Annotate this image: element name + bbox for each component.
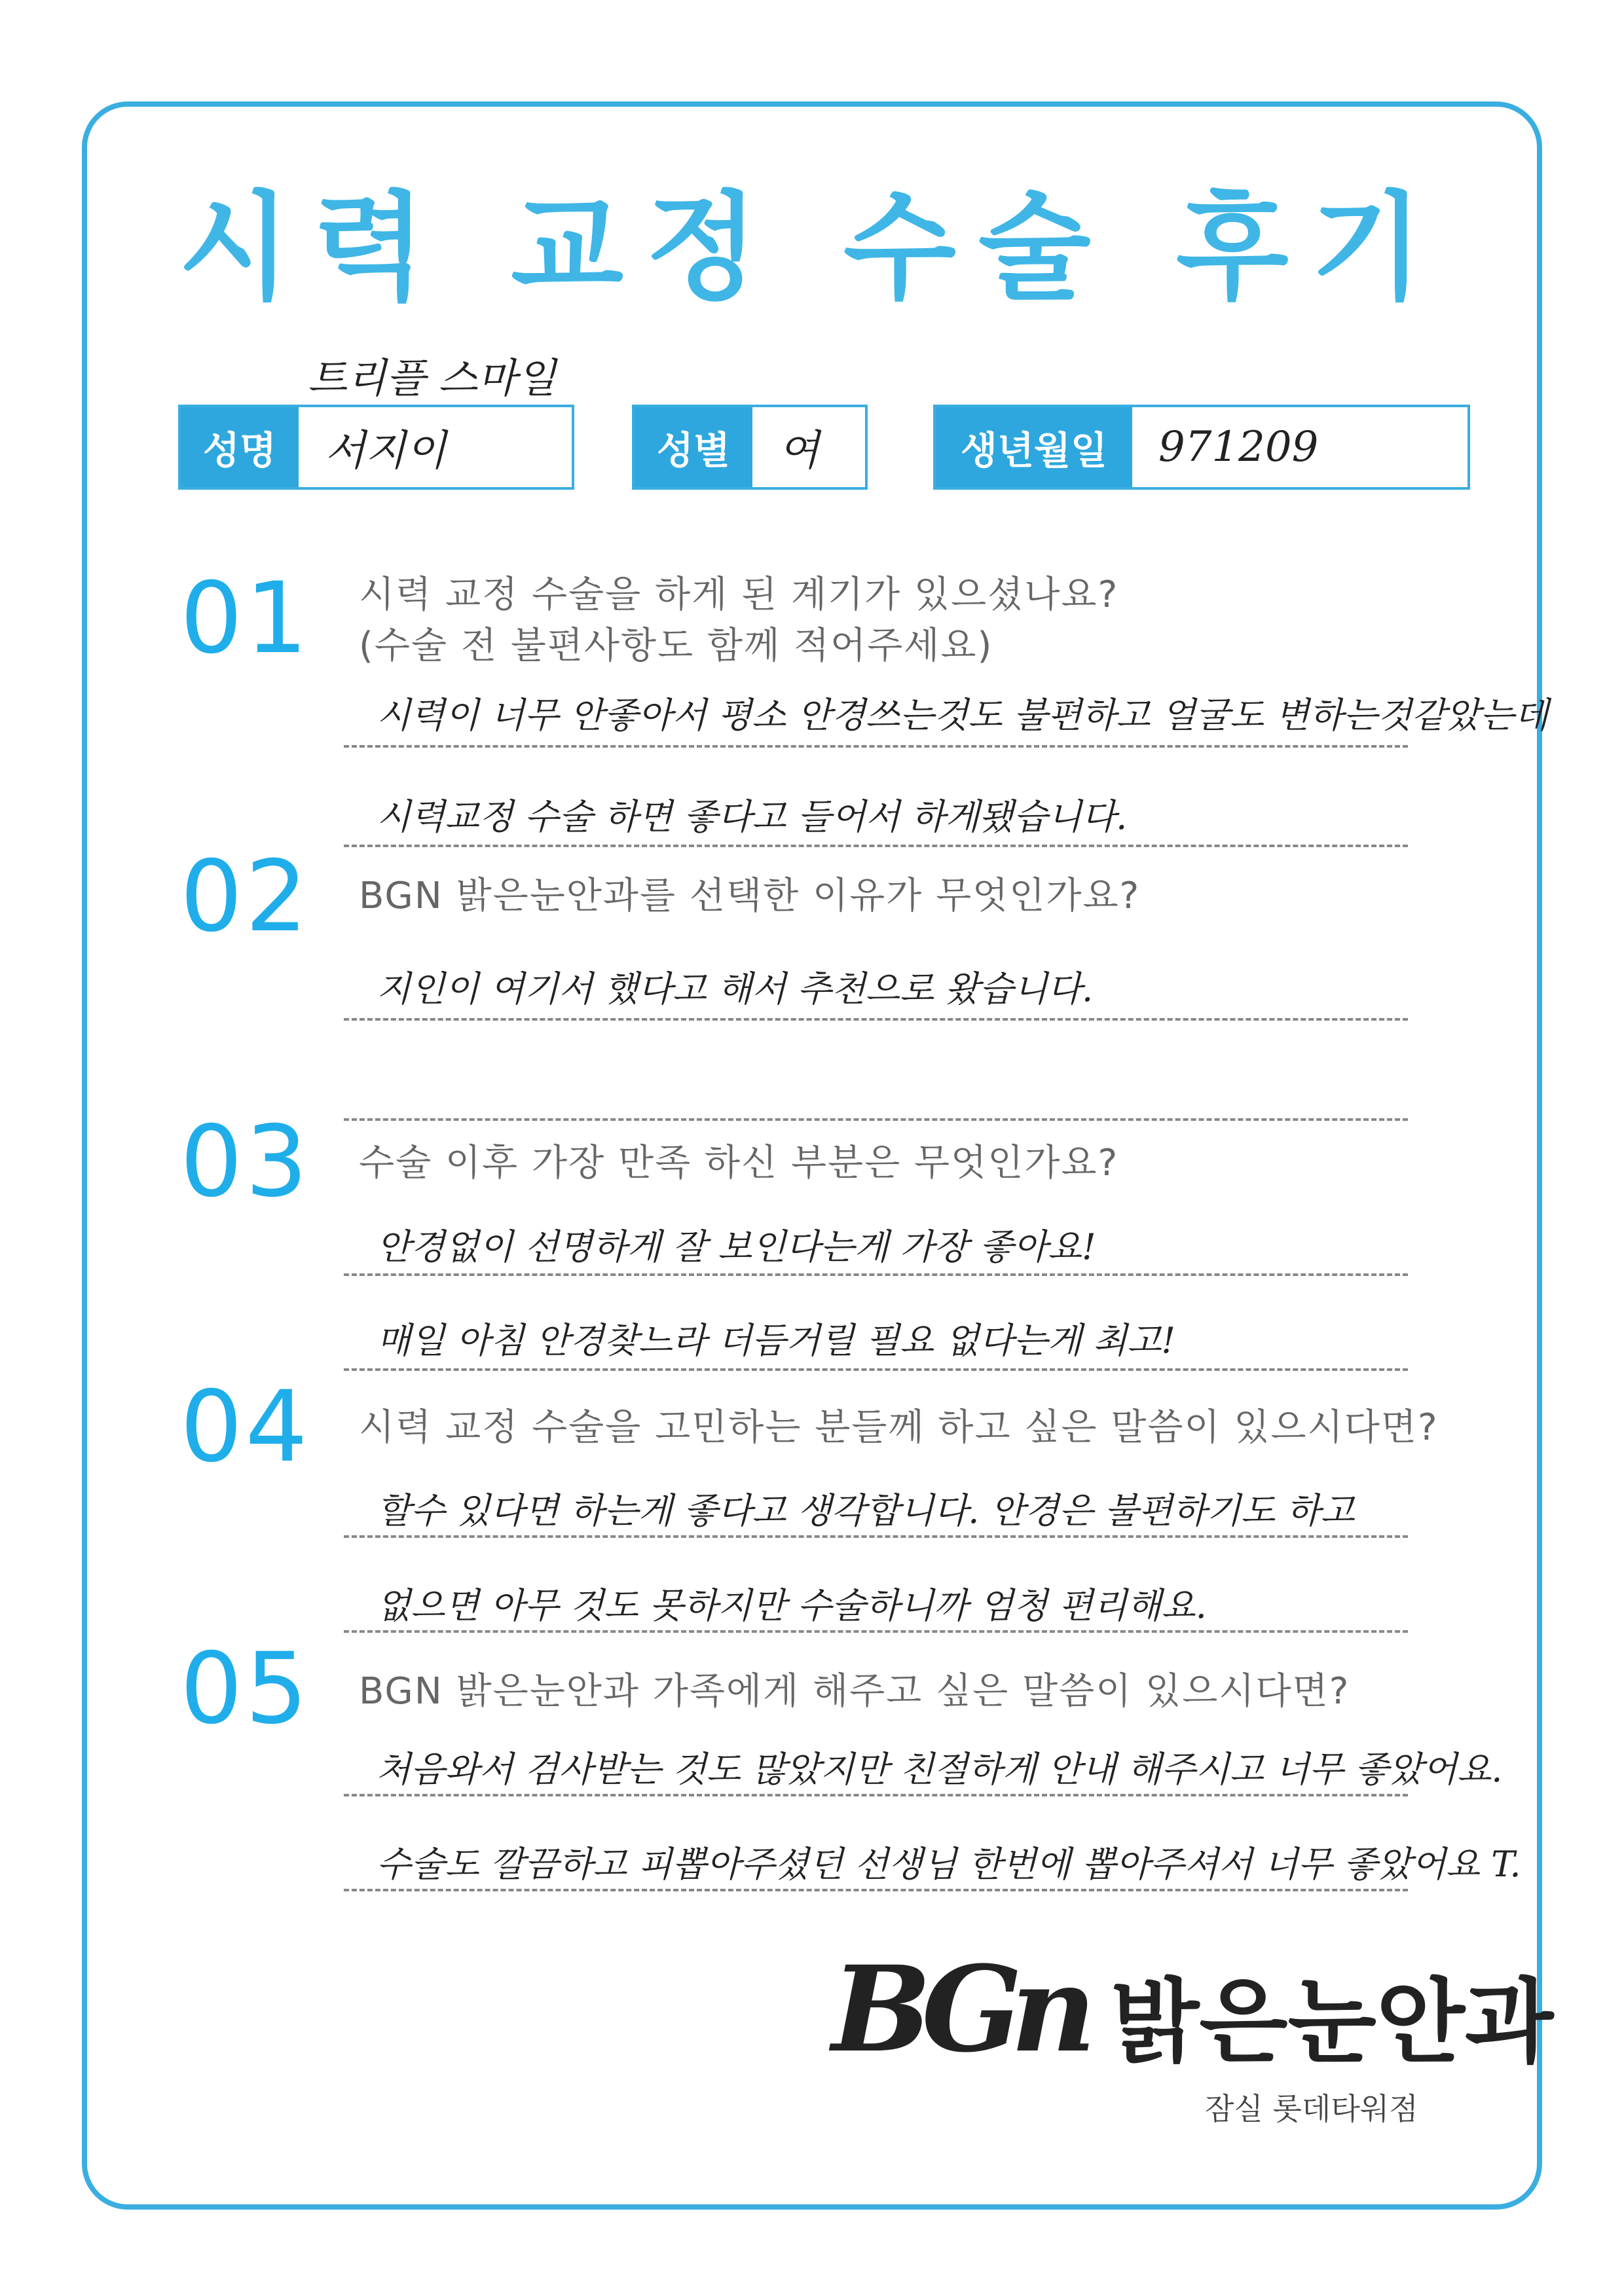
- question-01-line-2: (수술 전 불편사항도 함께 적어주세요): [359, 625, 993, 667]
- question-05: [359, 1666, 1350, 1717]
- question-number-02: 02: [180, 840, 310, 954]
- answer-divider: [344, 1118, 1408, 1121]
- gender-field: [632, 405, 868, 490]
- answer-divider: [344, 745, 1408, 748]
- question-04-line-1: 시력 교정 수술을 고민하는 분들께 하고 싶은 말씀이 있으시다면?: [359, 1406, 1439, 1449]
- answer-divider: [344, 845, 1408, 847]
- gender-label: 성별: [635, 407, 752, 487]
- answer-01-line-2: 시력교정 수술 하면 좋다고 들어서 하게됐습니다.: [377, 796, 1128, 837]
- logo-name: 밝은눈안과: [1111, 1969, 1554, 2076]
- question-02: [359, 871, 1140, 922]
- logo-mark: BGn: [832, 1941, 1085, 2079]
- question-02-line-1: BGN 밝은눈안과를 선택한 이유가 무엇인가요?: [359, 875, 1141, 917]
- answer-divider: [344, 1273, 1408, 1276]
- question-03: [359, 1138, 1118, 1189]
- answer-05-line-2: 수술도 깔끔하고 피뽑아주셨던 선생님 한번에 뽑아주셔서 너무 좋았어요 T.: [377, 1844, 1521, 1885]
- answer-03-line-1: 안경없이 선명하게 잘 보인다는게 가장 좋아요!: [377, 1226, 1096, 1267]
- answer-04-line-1: 할수 있다면 하는게 좋다고 생각합니다. 안경은 불편하기도 하고: [377, 1490, 1355, 1531]
- branch-name: 잠실 롯데타워점: [1205, 2091, 1418, 2126]
- answer-divider: [344, 1889, 1408, 1891]
- name-value: 서지이: [325, 427, 447, 475]
- answer-02-line-1: 지인이 여기서 했다고 해서 추천으로 왔습니다.: [377, 968, 1094, 1010]
- birthdate-field: [933, 405, 1470, 490]
- question-number-05: 05: [180, 1632, 310, 1746]
- gender-value: 여: [779, 427, 819, 475]
- birthdate-label: 생년월일: [936, 407, 1132, 487]
- question-04: [359, 1402, 1439, 1453]
- nickname-handwritten: 트리플 스마일: [308, 354, 557, 402]
- answer-divider: [344, 1794, 1408, 1796]
- birthdate-value: 971209: [1158, 423, 1319, 471]
- question-03-line-1: 수술 이후 가장 만족 하신 부분은 무엇인가요?: [359, 1142, 1119, 1184]
- form-title: 시력 교정 수술 후기: [178, 180, 1446, 316]
- answer-01-line-1: 시력이 너무 안좋아서 평소 안경쓰는것도 불편하고 얼굴도 변하는것같았는데: [377, 695, 1549, 736]
- answer-divider: [344, 1535, 1408, 1538]
- name-field: [178, 405, 574, 490]
- answer-divider: [344, 1368, 1408, 1371]
- clinic-logo: [832, 1941, 1554, 2079]
- answer-divider: [344, 1630, 1408, 1633]
- question-number-04: 04: [180, 1370, 310, 1484]
- answer-04-line-2: 없으면 아무 것도 못하지만 수술하니까 엄청 편리해요.: [377, 1585, 1207, 1626]
- name-label: 성명: [181, 407, 299, 487]
- question-number-03: 03: [180, 1105, 310, 1219]
- question-01-line-1: 시력 교정 수술을 하게 된 계기가 있으셨나요?: [359, 574, 1119, 616]
- answer-05-line-1: 처음와서 검사받는 것도 많았지만 친절하게 안내 해주시고 너무 좋았어요.: [377, 1749, 1503, 1790]
- answer-divider: [344, 1018, 1408, 1021]
- question-number-01: 01: [180, 562, 310, 676]
- answer-03-line-2: 매일 아침 안경찾느라 더듬거릴 필요 없다는게 최고!: [377, 1320, 1176, 1361]
- question-01: [359, 570, 1118, 672]
- question-05-line-1: BGN 밝은눈안과 가족에게 해주고 싶은 말씀이 있으시다면?: [359, 1670, 1350, 1713]
